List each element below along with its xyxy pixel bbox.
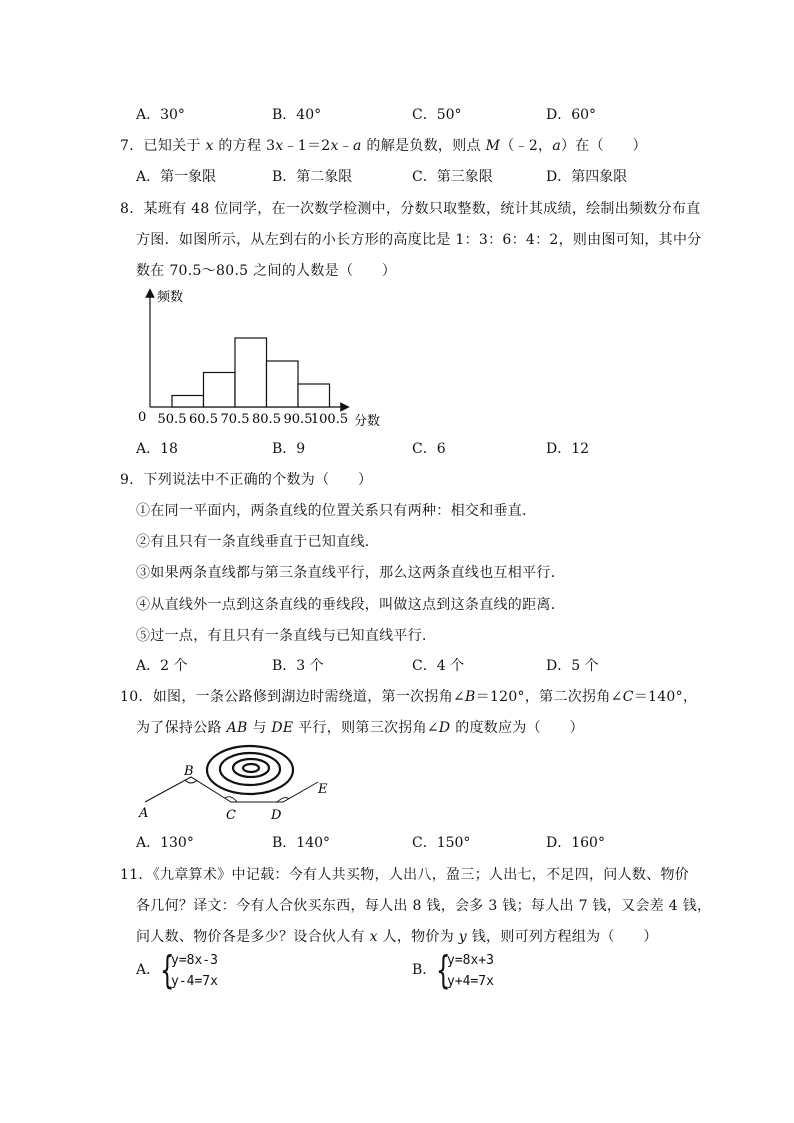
q8-stem-line3: 数在 70.5～80.5 之间的人数是（ ） [136, 263, 397, 279]
q9-stem: 9．下列说法中不正确的个数为（ ） [120, 472, 373, 488]
q9-item-3: ③如果两条直线都与第三条直线平行，那么这两条直线也互相平行． [136, 565, 565, 581]
q10-option-c: C．150° [412, 835, 471, 851]
q11-option-a-eq1: y=8x-3 [171, 953, 218, 968]
q10-stem-line2: 为了保持公路 AB 与 DE 平行，则第三次拐角∠D 的度数应为（ ） [136, 720, 584, 736]
q7-stem: 7．已知关于 x 的方程 3x﹣1＝2x﹣a 的解是负数，则点 M（﹣2，a）在（ ） [120, 138, 647, 154]
q11-option-b-eq1: y=8x+3 [447, 953, 494, 968]
q11-stem-line1: 11．《九章算术》中记载：今有人共买物，人出八，盈三；人出七，不足四，问人数、物价 [120, 867, 690, 883]
q9-option-d: D．5 个 [546, 658, 599, 674]
q11-option-a-label: A． [136, 962, 161, 978]
x-axis-label: 分数 [354, 414, 381, 429]
point-b-label: B [184, 764, 194, 779]
q6-option-d: D．60° [546, 107, 597, 123]
histogram-chart [0, 285, 794, 445]
point-a-label: A [139, 806, 149, 821]
q9-item-1: ①在同一平面内，两条直线的位置关系只有两种：相交和垂直． [136, 503, 537, 519]
y-axis-label: 频数 [157, 290, 184, 305]
x-tick-label: 100.5 [310, 412, 349, 427]
q6-option-c: C．50° [412, 107, 462, 123]
point-e-label: E [318, 782, 328, 797]
lake-contours [207, 746, 293, 794]
q10-option-d: D．160° [546, 835, 605, 851]
q11-option-b-label: B． [412, 962, 437, 978]
q8-option-a: A．18 [136, 441, 178, 457]
q8-stem-line1: 8．某班有 48 位同学，在一次数学检测中，分数只取整数，统计其成绩，绘制出频数分布直 [120, 201, 701, 217]
angle-b-arc [185, 780, 197, 783]
q11-stem-line3: 问人数、物价各是多少？设合伙人有 x 人，物价为 y 钱，则可列方程组为（ ） [136, 929, 658, 945]
q7-option-b: B．第二象限 [272, 169, 353, 185]
q10-option-a: A．130° [136, 835, 194, 851]
q9-option-a: A．2 个 [136, 658, 188, 674]
q11-option-b-system [447, 950, 494, 992]
q9-item-2: ②有且只有一条直线垂直于已知直线． [136, 534, 380, 550]
q7-option-c: C．第三象限 [412, 169, 493, 185]
histogram-bar [172, 396, 204, 408]
histogram-bar [298, 384, 330, 407]
q11-option-b-eq2: y+4=7x [447, 974, 494, 989]
road-diagram [135, 742, 375, 822]
point-d-label: D [271, 808, 282, 822]
q9-item-5: ⑤过一点，有且只有一条直线与已知直线平行． [136, 628, 437, 644]
origin-label: 0 [138, 410, 147, 425]
q10-option-b: B．140° [272, 835, 331, 851]
q7-option-a: A．第一象限 [136, 169, 217, 185]
histogram-bar [267, 361, 299, 407]
q8-stem-line2: 方图．如图所示，从左到右的小长方形的高度比是 1：3：6：4：2，则由图可知，其中分 [136, 232, 702, 248]
histogram-bar [204, 373, 236, 408]
x-tick-label: 70.5 [220, 412, 250, 427]
q8-option-b: B．9 [272, 441, 306, 457]
histogram-bar [235, 338, 267, 407]
q11-option-b-brace: { [436, 948, 451, 992]
q9-option-b: B．3 个 [272, 658, 324, 674]
q11-option-a-eq2: y-4=7x [171, 974, 218, 989]
q7-option-d: D．第四象限 [546, 169, 628, 185]
x-tick-label: 50.5 [157, 412, 187, 427]
q8-option-c: C．6 [412, 441, 446, 457]
x-tick-label: 90.5 [283, 412, 313, 427]
x-tick-label: 80.5 [252, 412, 281, 427]
q11-option-a-system [171, 950, 218, 992]
q6-option-b: B．40° [272, 107, 322, 123]
q9-item-4: ④从直线外一点到这条直线的垂线段，叫做这点到这条直线的距离． [136, 597, 565, 613]
point-c-label: C [226, 808, 236, 822]
x-tick-label: 60.5 [189, 412, 218, 427]
q6-option-a: A．30° [136, 107, 185, 123]
q8-option-d: D．12 [546, 441, 590, 457]
q9-option-c: C．4 个 [412, 658, 465, 674]
q10-stem-line1: 10．如图，一条公路修到湖边时需绕道，第一次拐角∠B＝120°，第二次拐角∠C＝140°， [120, 689, 698, 705]
q11-stem-line2: 各几何？译文：今有人合伙买东西，每人出 8 钱，会多 3 钱；每人出 7 钱，又会差 4 钱， [136, 898, 712, 914]
q11-option-a-brace: { [160, 948, 175, 992]
